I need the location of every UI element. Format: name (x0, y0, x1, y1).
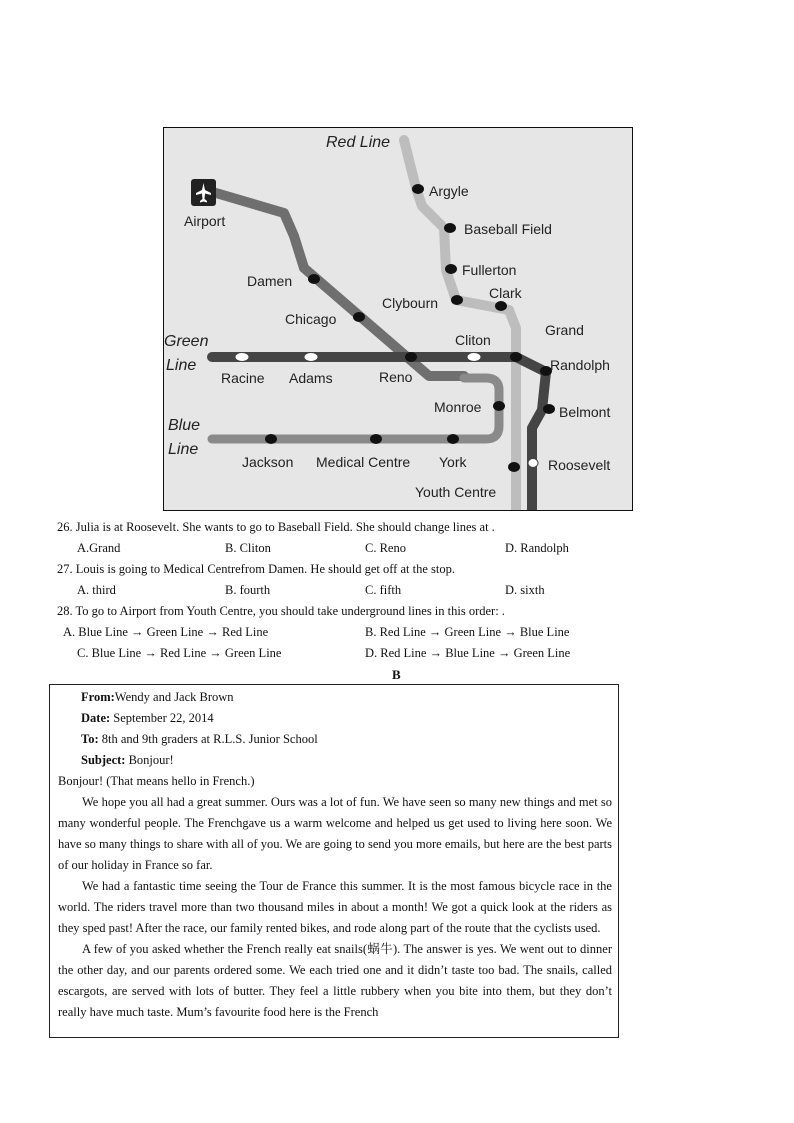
label-randolph: Randolph (550, 357, 610, 373)
station-chicago (353, 312, 365, 322)
label-baseball-field: Baseball Field (464, 221, 552, 237)
email-subject-value: Bonjour! (128, 753, 174, 767)
station-medical-centre (370, 434, 382, 444)
email-to-label: To: (81, 732, 99, 746)
label-grand: Grand (545, 322, 584, 338)
question-28-option-c[interactable]: C. Blue Line → Red Line → Green Line (77, 646, 282, 660)
email-paragraph-2: We had a fantastic time seeing the Tour de France this summer. It is the most famous bicycle race in the world. The riders travel more than two thousand miles in about a month! We got a quick look at the riders as they sped past! After the race, our family rented bikes, and rode along part of the route that the cyclists used. (58, 879, 612, 935)
green-line-label-1: Green (164, 333, 209, 350)
question-28: 28. To go to Airport from Youth Centre, you should take underground lines in this order: . (57, 604, 505, 618)
green-line-label-2: Line (166, 357, 197, 374)
question-26: 26. Julia is at Roosevelt. She wants to go to Baseball Field. She should change lines at . (57, 520, 495, 534)
question-28-option-d[interactable]: D. Red Line → Blue Line → Green Line (365, 646, 571, 660)
subway-map (163, 127, 633, 511)
question-26-option-a[interactable]: A.Grand (77, 541, 121, 555)
label-clark: Clark (489, 285, 522, 301)
label-racine: Racine (221, 370, 265, 386)
station-jackson (265, 434, 277, 444)
station-roosevelt (528, 459, 538, 468)
email-to-value: 8th and 9th graders at R.L.S. Junior School (101, 732, 318, 746)
question-28-option-b[interactable]: B. Red Line → Green Line → Blue Line (365, 625, 570, 639)
label-jackson: Jackson (242, 454, 294, 470)
email-date-row (81, 708, 612, 729)
section-label: B (392, 667, 401, 682)
label-medical-centre: Medical Centre (316, 454, 411, 470)
email-to-row (81, 729, 612, 750)
station-monroe (493, 401, 505, 411)
station-baseball-field (444, 223, 456, 233)
label-youth-centre: Youth Centre (415, 484, 497, 500)
station-youth-centre (508, 462, 520, 472)
question-27: 27. Louis is going to Medical Centrefrom Damen. He should get off at the stop. (57, 562, 455, 576)
station-york (447, 434, 459, 444)
question-27-option-c[interactable]: C. fifth (365, 583, 402, 597)
email-date-label: Date: (81, 711, 111, 725)
email-subject-label: Subject: (81, 753, 126, 767)
label-york: York (439, 454, 467, 470)
station-racine (235, 353, 249, 362)
email-from-label: From: (81, 690, 115, 704)
airplane-icon (191, 179, 216, 206)
question-26-option-b[interactable]: B. Cliton (225, 541, 271, 555)
label-monroe: Monroe (434, 399, 482, 415)
label-chicago: Chicago (285, 311, 337, 327)
label-damen: Damen (247, 273, 293, 289)
label-cliton: Cliton (455, 332, 491, 348)
question-28-option-a[interactable]: A. Blue Line → Green Line → Red Line (63, 625, 269, 639)
station-clybourn (451, 295, 463, 305)
blue-line-label-1: Blue (168, 417, 201, 434)
email-greeting: Bonjour! (That means hello in French.) (58, 774, 255, 788)
email-paragraph-3: A few of you asked whether the French really eat snails(蜗牛). The answer is yes. We went out to dinner the other day, and our parents ordered some. We each tried one and it didn’t taste too bad. The snails, called escargots, are served with lots of butter. They feel a little rubbery when you bite into them, but they don’t really have much taste. Mum’s favourite food here is the French (58, 942, 612, 1019)
label-reno: Reno (379, 369, 413, 385)
label-adams: Adams (289, 370, 333, 386)
email-date-value: September 22, 2014 (113, 711, 214, 725)
label-fullerton: Fullerton (462, 262, 517, 278)
subway-map-graphic (164, 128, 632, 510)
question-27-option-b[interactable]: B. fourth (225, 583, 271, 597)
red-line-label: Red Line (326, 134, 391, 151)
label-argyle: Argyle (429, 183, 469, 199)
blue-line-label-2: Line (168, 441, 199, 458)
station-fullerton (445, 264, 457, 274)
station-grand (510, 352, 522, 362)
station-damen (308, 274, 320, 284)
question-26-option-c[interactable]: C. Reno (365, 541, 406, 555)
station-adams (304, 353, 318, 362)
email-paragraph-1: We hope you all had a great summer. Ours was a lot of fun. We have seen so many new things and met so many wonderful people. The Frenchgave us a warm welcome and helped us get used to living here soon. We have so many things to share with all of you. We are going to send you more emails, but here are the best parts of our holiday in France so far. (58, 795, 612, 872)
label-clybourn: Clybourn (382, 295, 439, 311)
question-27-option-d[interactable]: D. sixth (505, 583, 545, 597)
station-reno (405, 352, 417, 362)
label-roosevelt: Roosevelt (548, 457, 611, 473)
station-belmont (543, 404, 555, 414)
email-from-value: Wendy and Jack Brown (114, 690, 234, 704)
question-27-option-a[interactable]: A. third (77, 583, 116, 597)
label-belmont: Belmont (559, 404, 611, 420)
station-clark (495, 301, 507, 311)
question-26-option-d[interactable]: D. Randolph (505, 541, 569, 555)
email-subject-row (81, 750, 612, 771)
label-airport: Airport (184, 213, 226, 229)
station-cliton (467, 353, 481, 362)
email-passage (49, 684, 619, 1038)
station-argyle (412, 184, 424, 194)
email-from-row (81, 687, 612, 708)
